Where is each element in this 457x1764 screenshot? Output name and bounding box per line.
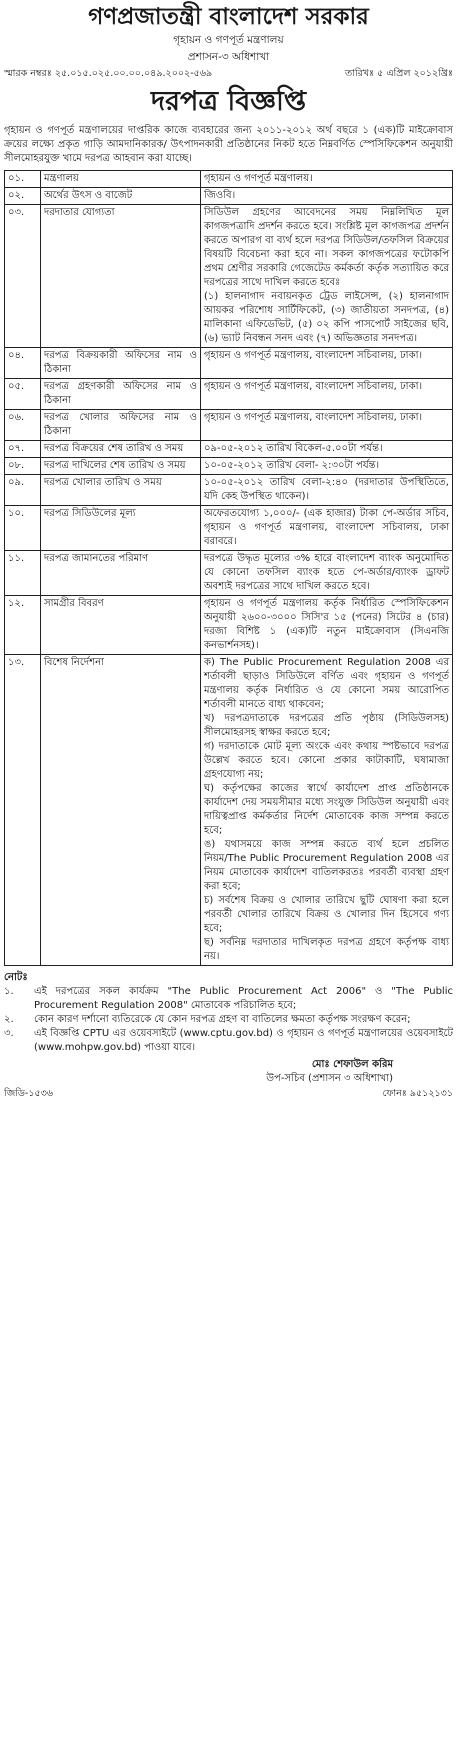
phone-number: ফোনঃ ৯৫১২১৩১ <box>382 1088 453 1099</box>
note-number: ২. <box>4 1014 14 1025</box>
table-row <box>5 441 453 458</box>
row-number: ১৩. <box>5 655 41 966</box>
table-row <box>5 655 453 966</box>
row-number: ১০. <box>5 506 41 551</box>
row-value: গৃহায়ন ও গণপূর্ত মন্ত্রণালয়, বাংলাদেশ সচিবালয়, ঢাকা। <box>201 410 453 441</box>
row-value: সিডিউল গ্রহণের আবেদনের সময় নিম্নলিখিত মূল কাগজপত্রাদি প্রদর্শন করতে হবে। সংশ্লিষ্ট মূল কাগজপত্র প্রদর্শন করতে অপারগ বা ব্যর্থ হলে দরপত্র সিডিউল/তফসিল বিক্রয়ের বিষয়টি বিবেচনা করা হবে না। সকল কাগজপত্রের ফটোকপি প্রথম শ্রেণীর সরকারি গেজেটেড কর্মকর্তা কর্তৃক সত্যায়িত করে দরপত্রের সাথে দাখিল করতে হবেঃ (১) হালনাগাদ নবায়নকৃত ট্রেড লাইসেন্স, (২) হালনাগাদ আয়কর পরিশোধ সার্টিফিকেট, (৩) জাতীয়তা সনদপত্র, (৪) মালিকানা এফিডেভিট, (৫) ০২ কপি পাসপোর্ট সাইজের ছবি, (৬) ভ্যাট নিবন্ধন সনদ এবং (৭) অভিজ্ঞতার সনদপত্র। <box>201 205 453 348</box>
note-item <box>4 1027 453 1055</box>
row-label: দরপত্র বিক্রয়কারী অফিসের নাম ও ঠিকানা <box>41 348 201 379</box>
table-row <box>5 458 453 475</box>
row-value: দরপত্রে উদ্ধৃত মূল্যের ৩% হারে বাংলাদেশ ব্যাংক অনুমোদিত যে কোনো তফসিল ব্যাংক হতে পে-অর্ডার/ব্যাংক ড্রাফট অবশ্যই দরপত্রের সাথে দাখিল করতে হবে। <box>201 551 453 596</box>
note-item <box>4 1013 453 1027</box>
footer-row <box>4 1088 453 1100</box>
row-label: দরপত্র খোলার তারিখ ও সময় <box>41 475 201 506</box>
row-value: জিওবি। <box>201 188 453 205</box>
table-row <box>5 410 453 441</box>
tender-details-table <box>4 170 453 966</box>
row-label: দরপত্র খোলার অফিসের নাম ও ঠিকানা <box>41 410 201 441</box>
row-label: মন্ত্রণালয় <box>41 171 201 188</box>
table-row <box>5 506 453 551</box>
table-row <box>5 379 453 410</box>
notice-title: দরপত্র বিজ্ঞপ্তি <box>150 86 307 117</box>
row-number: ০১. <box>5 171 41 188</box>
table-row <box>5 188 453 205</box>
row-label: দরপত্র জামানতের পরিমাণ <box>41 551 201 596</box>
row-number: ০৪. <box>5 348 41 379</box>
signature-block <box>4 1058 453 1086</box>
notes-heading: নোটঃ <box>4 972 28 983</box>
table-row <box>5 475 453 506</box>
signatory-name: মোঃ শেফাউল করিম <box>311 1059 393 1070</box>
tender-notice <box>4 0 453 1100</box>
tender-details-body <box>5 171 453 966</box>
gd-code: জিডি-১৫৩৬ <box>4 1088 54 1099</box>
row-number: ১১. <box>5 551 41 596</box>
row-number: ০৯. <box>5 475 41 506</box>
memo-number: স্মারক নম্বরঃ ২৫.০১৫.০২৫.০০.০০.০৪৯.২০০২-৫৬৯ <box>4 68 213 79</box>
row-label: দরদাতার যোগ্যতা <box>41 205 201 348</box>
row-number: ০৩. <box>5 205 41 348</box>
note-number: ৩. <box>4 1028 14 1039</box>
note-text: কোন কারণ দর্শানো ব্যতিরেকে যে কোন দরপত্র গ্রহণ বা বাতিলের ক্ষমতা কর্তৃপক্ষ সংরক্ষণ করেন; <box>34 1014 411 1025</box>
table-row <box>5 551 453 596</box>
row-label: দরপত্র বিক্রয়ের শেষ তারিখ ও সময় <box>41 441 201 458</box>
row-label: বিশেষ নির্দেশনা <box>41 655 201 966</box>
row-label: দরপত্র গ্রহণকারী অফিসের নাম ও ঠিকানা <box>41 379 201 410</box>
row-number: ০৬. <box>5 410 41 441</box>
table-row <box>5 348 453 379</box>
row-number: ০২. <box>5 188 41 205</box>
branch-name: প্রশাসন-৩ অধিশাখা <box>187 51 270 63</box>
row-value: গৃহায়ন ও গণপূর্ত মন্ত্রণালয়, বাংলাদেশ সচিবালয়, ঢাকা। <box>201 348 453 379</box>
signatory-designation: উপ-সচিব (প্রশাসন ৩ অধিশাখা) <box>266 1073 393 1084</box>
row-value: গৃহায়ন ও গণপূর্ত মন্ত্রণালয়, বাংলাদেশ সচিবালয়, ঢাকা। <box>201 379 453 410</box>
row-value: ০৯-০৫-২০১২ তারিখ বিকেল-৫.০০টা পর্যন্ত। <box>201 441 453 458</box>
row-label: দরপত্র দাখিলের শেষ তারিখ ও সময় <box>41 458 201 475</box>
row-number: ১২. <box>5 596 41 655</box>
note-text: এই দরপত্রের সকল কার্যক্রম "The Public Procurement Act 2006" ও "The Public Procurement Regulation 2008" মোতাবেক পরিচালিত হবে; <box>34 986 453 1011</box>
row-label: অর্থের উৎস ও বাজেট <box>41 188 201 205</box>
row-label: দরপত্র সিডিউলের মূল্য <box>41 506 201 551</box>
note-text: এই বিজ্ঞপ্তি CPTU এর ওয়েবসাইটে (www.cptu.gov.bd) ও গৃহায়ন ও গণপূর্ত মন্ত্রণালয়ের ওয়েবসাইটে (www.mohpw.gov.bd) পাওয়া যাবে। <box>34 1028 453 1053</box>
row-value: অফেরতযোগ্য ১,০০০/- (এক হাজার) টাকা পে-অর্ডার সচিব, গৃহায়ন ও গণপূর্ত মন্ত্রণালয়, বাংলাদেশ সচিবালয়, ঢাকা বরাবরে। <box>201 506 453 551</box>
table-row <box>5 171 453 188</box>
row-value: ক) The Public Procurement Regulation 2008 এর শর্তাবলী ছাড়াও সিডিউলে বর্ণিত এবং গৃহায়ন ও গণপূর্ত মন্ত্রণালয় কর্তৃক নির্ধারিত ও যে কোনো সময় আরোপিত শর্তাবলী মানতে বাধ্য থাকবেন; খ) দরপত্রদাতাকে দরপত্রের প্রতি পৃষ্ঠায় (সিডিউলসহ) সীলমোহরসহ স্বাক্ষর করতে হবে; গ) দরদাতাকে মোট মূল্য অংকে এবং কথায় স্পষ্টভাবে দরপত্র উল্লেখ করতে হবে। কোনো প্রকার কাটাকাটি, ঘষামাজা গ্রহণযোগ্য নয়; ঘ) কর্তৃপক্ষের কাজের স্বার্থে কার্যাদেশ প্রাপ্ত প্রতিষ্ঠানকে কার্যাদেশ দেয় সময়সীমার মধ্যে সংযুক্ত সিডিউল অনুযায়ী এবং দায়িত্বপ্রাপ্ত কর্মকর্তার নির্দেশ মোতাবেক কাজ সম্পন্ন করতে হবে; ঙ) যথাসময়ে কাজ সম্পন্ন করতে ব্যর্থ হলে প্রচলিত নিয়ম/The Public Procurement Regulation 2008 এর নিয়ম মোতাবেক কার্যাদেশ বাতিলকরতঃ পরবর্তী ব্যবস্থা গ্রহণ করা হবে; চ) সর্বশেষ বিক্রয় ও খোলার তারিখে ছুটি ঘোষণা করা হলে পরবর্তী খোলার তারিখে বিক্রয় ও খোলার দিন হিসেবে গণ্য হবে; ছ) সর্বনিম্ন দরদাতার দাখিলকৃত দরপত্র গ্রহণে কর্তৃপক্ষ বাধ্য নয়। <box>201 655 453 966</box>
row-value: ১০-০৫-২০১২ তারিখ বেলা-২:৪০ (দরদাতার উপস্থিতিতে, যদি কেহ উপস্থিত থাকেন)। <box>201 475 453 506</box>
row-number: ০৭. <box>5 441 41 458</box>
note-number: ১. <box>4 986 14 997</box>
note-item <box>4 985 453 1013</box>
row-label: সামগ্রীর বিবরণ <box>41 596 201 655</box>
government-title: গণপ্রজাতন্ত্রী বাংলাদেশ সরকার <box>88 3 369 30</box>
row-value: ১০-০৫-২০১২ তারিখ বেলা- ২:৩০টা পর্যন্ত। <box>201 458 453 475</box>
memo-date: তারিখঃ ৫ এপ্রিল ২০১২খ্রিঃ <box>344 68 453 79</box>
intro-paragraph: গৃহায়ন ও গণপূর্ত মন্ত্রণালয়ের দাপ্তরিক কাজে ব্যবহারের জন্য ২০১১-২০১২ অর্থ বছরে ১ (এক)টি মাইক্রোবাস ক্রয়ের লক্ষ্যে প্রকৃত গাড়ি আমদানিকারক/ উৎপাদনকারী প্রতিষ্ঠানের নিকট হতে নিম্নবর্ণিত স্পেসিফিকেশন অনুযায়ী সীলমোহরযুক্ত খামে দরপত্র আহবান করা যাচ্ছে। <box>4 125 453 164</box>
table-row <box>5 596 453 655</box>
row-value: গৃহায়ন ও গণপূর্ত মন্ত্রণালয়। <box>201 171 453 188</box>
row-value: গৃহায়ন ও গণপূর্ত মন্ত্রণালয় কর্তৃক নির্ধারিত স্পেসিফিকেশন অনুযায়ী ২৬০০-৩০০০ সিসি'র ১৫ (পনের) সিটের ৪ (চার) দরজা বিশিষ্ট ১ (এক)টি নতুন মাইক্রোবাস (সিএনজি কনভার্শনসহ)। <box>201 596 453 655</box>
memo-row <box>4 67 453 81</box>
notes-list <box>4 985 453 1055</box>
row-number: ০৫. <box>5 379 41 410</box>
ministry-name: গৃহায়ন ও গণপূর্ত মন্ত্রণালয় <box>173 34 284 46</box>
row-number: ০৮. <box>5 458 41 475</box>
table-row <box>5 205 453 348</box>
